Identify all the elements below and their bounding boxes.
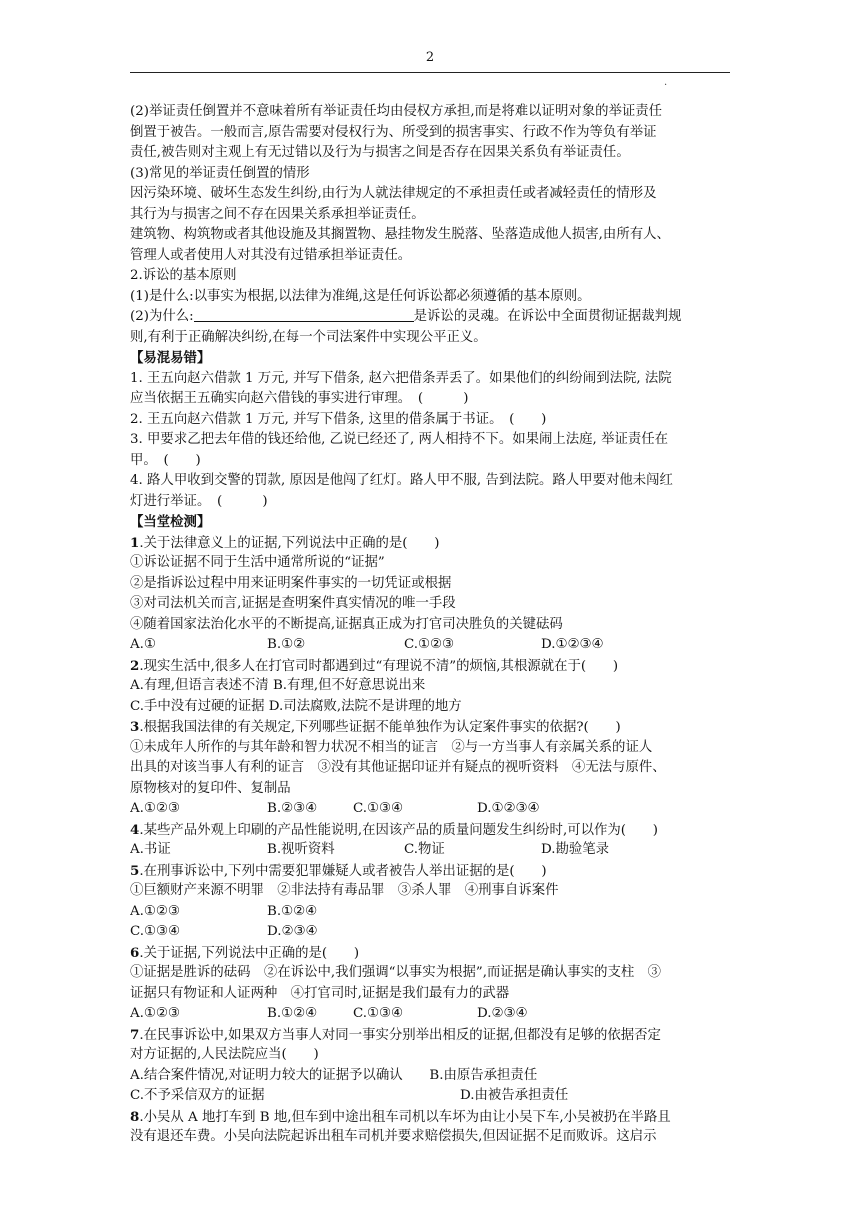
answer-options: [130, 799, 732, 820]
option-c: C.①②③: [404, 637, 455, 652]
answer-options: [130, 635, 732, 656]
question-number: 3: [130, 719, 140, 735]
text-line: [130, 246, 732, 267]
text-segment: A.有理,但语言表述不清 B.有理,但不好意思说出来: [130, 678, 426, 693]
option-a: A.①②③: [130, 903, 180, 919]
question-number: 6: [130, 944, 140, 961]
text-segment: A.结合案件情况,对证明力较大的证据予以确认 B.由原告承担责任: [130, 1067, 538, 1083]
text-line: [130, 779, 732, 800]
text-line: [130, 184, 732, 205]
text-segment: 【当堂检测】: [130, 514, 211, 530]
text-segment: (2)举证责任倒置并不意味着所有举证责任均由侵权方承担,而是将难以证明对象的举证责任: [130, 104, 663, 119]
text-line: [130, 471, 732, 492]
text-segment: (2)为什么:: [130, 309, 194, 324]
text-segment: (1)是什么:以事实为根据,以法律为准绳,这是任何诉讼都必须遵循的基本原则。: [130, 288, 591, 304]
text-line: [130, 123, 732, 144]
text-segment: (3)常见的举证责任倒置的情形: [130, 165, 310, 181]
text-segment: 是诉讼的灵魂。在诉讼中全面贯彻证据裁判规: [413, 309, 682, 324]
text-segment: 证据只有物证和人证两种 ④打官司时,证据是我们最有力的武器: [130, 985, 510, 1001]
question-stem: [130, 1107, 732, 1128]
option-b: B.①②④: [267, 903, 318, 919]
text-line: [130, 389, 732, 410]
section-heading: [130, 348, 732, 369]
option-b: D.由被告承担责任: [460, 1088, 569, 1103]
text-segment: .根据我国法律的有关规定,下列哪些证据不能单独作为认定案件事实的依据?( ): [139, 720, 621, 735]
text-line: [130, 1045, 732, 1066]
text-line: [130, 574, 732, 595]
text-segment: 因污染环境、破坏生态发生纠纷,由行为人就法律规定的不承担责任或者减轻责任的情形及: [130, 186, 657, 201]
section-heading: [130, 512, 732, 533]
text-line: [130, 102, 732, 123]
text-segment: .关于法律意义上的证据,下列说法中正确的是( ): [139, 535, 440, 551]
text-line: [130, 758, 732, 779]
option-a: C.①③④: [130, 924, 181, 939]
question-number: 1: [130, 534, 140, 551]
option-d: D.②③④: [477, 1006, 528, 1021]
text-segment: .在刑事诉讼中,下列中需要犯罪嫌疑人或者被告人举出证据的是( ): [139, 863, 547, 879]
header-rule: [130, 72, 730, 73]
text-line: [130, 492, 732, 513]
question-number: 2: [130, 657, 140, 674]
question-stem: [130, 820, 732, 841]
text-line: [130, 143, 732, 164]
text-line: [130, 963, 732, 984]
text-segment: 甲。 ( ): [130, 452, 201, 468]
text-line: [130, 430, 732, 451]
text-line: [130, 164, 732, 185]
answer-options: [130, 1004, 732, 1025]
text-segment: 管理人或者使用人对其没有过错承担举证责任。: [130, 247, 412, 263]
option-c: C.①③④: [353, 801, 404, 816]
text-segment: 倒置于被告。一般而言,原告需要对侵权行为、所受到的损害事实、行政不作为等负有举证: [130, 124, 657, 140]
text-line: [130, 266, 732, 287]
option-d: D.勘验笔录: [541, 842, 610, 857]
text-segment: 对方证据的,人民法院应当( ): [130, 1047, 319, 1062]
question-stem: [130, 533, 732, 554]
text-segment: 其行为与损害之间不存在因果关系承担举证责任。: [130, 206, 425, 222]
text-line: [130, 225, 732, 246]
option-b: B.②③④: [267, 801, 318, 816]
answer-options: [130, 1086, 732, 1107]
question-stem: [130, 943, 732, 964]
text-line: [130, 881, 732, 902]
text-segment: .小吴从 A 地打车到 B 地,但车到中途出租车司机以车坏为由让小吴下车,小吴被扔在半路且: [139, 1109, 671, 1125]
option-a: A.①: [130, 637, 156, 652]
page-number: 2: [425, 50, 435, 65]
option-b: B.视听资料: [267, 842, 335, 857]
text-segment: 【易混易错】: [130, 350, 211, 366]
option-b: B.①②: [267, 637, 306, 652]
question-number: 4: [130, 821, 140, 838]
text-segment: 3. 甲要求乙把去年借的钱还给他, 乙说已经还了, 两人相持不下。如果闹上法庭, 举证责任在: [130, 432, 669, 447]
option-d: D.①②③④: [541, 637, 604, 652]
option-b: B.①②④: [267, 1006, 318, 1021]
text-segment: 责任,被告则对主观上有无过错以及行为与损害之间是否存在因果关系负有举证责任。: [130, 145, 630, 160]
option-c: C.①③④: [353, 1006, 404, 1021]
text-segment: .某些产品外观上印刷的产品性能说明,在因该产品的质量问题发生纠纷时,可以作为( ): [139, 822, 658, 838]
document-body: [130, 102, 732, 1148]
text-line: [130, 307, 732, 328]
question-stem: [130, 861, 732, 882]
text-segment: 灯进行举证。 ( ): [130, 493, 268, 509]
text-line: [130, 205, 732, 226]
option-b: D.②③④: [267, 924, 318, 939]
text-segment: 2. 王五向赵六借款 1 万元, 并写下借条, 这里的借条属于书证。 ( ): [130, 411, 547, 427]
question-number: 5: [130, 862, 140, 879]
text-line: [130, 676, 732, 697]
question-number: 8: [130, 1108, 140, 1125]
text-segment: 2.诉讼的基本原则: [130, 268, 237, 283]
text-segment: ①证据是胜诉的砝码 ②在诉讼中,我们强调“以事实为根据”,而证据是确认事实的支柱 ③: [130, 965, 662, 980]
text-segment: 则,有利于正确解决纠纷,在每一个司法案件中实现公平正义。: [130, 329, 487, 345]
question-stem: [130, 717, 732, 738]
option-a: A.①②③: [130, 1006, 180, 1021]
text-line: [130, 328, 732, 349]
text-line: [130, 1127, 732, 1148]
text-segment: ③对司法机关而言,证据是查明案件真实情况的唯一手段: [130, 596, 456, 611]
text-segment: .现实生活中,很多人在打官司时都遇到过“有理说不清”的烦恼,其根源就在于( ): [139, 658, 619, 674]
answer-options: [130, 840, 732, 861]
header-mark: .: [664, 77, 668, 88]
text-line: [130, 594, 732, 615]
text-line: [130, 984, 732, 1005]
text-segment: 4. 路人甲收到交警的罚款, 原因是他闯了红灯。路人甲不服, 告到法院。路人甲要对他未闯红: [130, 473, 673, 488]
text-segment: ④随着国家法治化水平的不断提高,证据真正成为打官司决胜负的关键砝码: [130, 616, 563, 632]
text-segment: ①诉讼证据不同于生活中通常所说的“证据”: [130, 555, 385, 570]
text-line: [130, 615, 732, 636]
text-segment: ①巨额财产来源不明罪 ②非法持有毒品罪 ③杀人罪 ④刑事自诉案件: [130, 883, 559, 898]
text-segment: 原物核对的复印件、复制品: [130, 780, 291, 796]
text-segment: C.手中没有过硬的证据 D.司法腐败,法院不是讲理的地方: [130, 698, 462, 714]
option-d: D.①②③④: [477, 801, 540, 816]
text-line: [130, 451, 732, 472]
option-a: C.不予采信双方的证据: [130, 1088, 265, 1103]
text-line: [130, 553, 732, 574]
answer-options: [130, 922, 732, 943]
option-c: C.物证: [404, 842, 445, 857]
text-segment: ②是指诉讼过程中用来证明案件事实的一切凭证或根据: [130, 575, 452, 591]
question-stem: [130, 1025, 732, 1046]
text-line: [130, 738, 732, 759]
text-segment: 应当依据王五确实向赵六借钱的事实进行审理。 ( ): [130, 391, 469, 406]
text-segment: 1. 王五向赵六借款 1 万元, 并写下借条, 赵六把借条弄丢了。如果他们的纠纷闹到法院, 法院: [130, 370, 672, 386]
text-line: [130, 697, 732, 718]
text-segment: .在民事诉讼中,如果双方当事人对同一事实分别举出相反的证据,但都没有足够的依据否定: [139, 1027, 661, 1043]
answer-options: [130, 902, 732, 923]
option-a: A.①②③: [130, 801, 180, 816]
text-segment: 没有退还车费。小吴向法院起诉出租车司机并要求赔偿损失,但因证据不足而败诉。这启示: [130, 1129, 657, 1144]
fill-in-blank: [194, 307, 414, 322]
option-a: A.书证: [130, 842, 171, 857]
question-number: 7: [130, 1026, 140, 1043]
text-segment: 出具的对该当事人有利的证言 ③没有其他证据印证并有疑点的视听资料 ④无法与原件、: [130, 760, 666, 775]
text-line: [130, 287, 732, 308]
text-segment: .关于证据,下列说法中正确的是( ): [139, 945, 360, 961]
text-line: [130, 410, 732, 431]
question-stem: [130, 656, 732, 677]
text-segment: 建筑物、构筑物或者其他设施及其搁置物、悬挂物发生脱落、坠落造成他人损害,由所有人、: [130, 227, 670, 242]
text-line: [130, 1066, 732, 1087]
text-line: [130, 369, 732, 390]
text-segment: ①未成年人所作的与其年龄和智力状况不相当的证言 ②与一方当事人有亲属关系的证人: [130, 739, 653, 755]
